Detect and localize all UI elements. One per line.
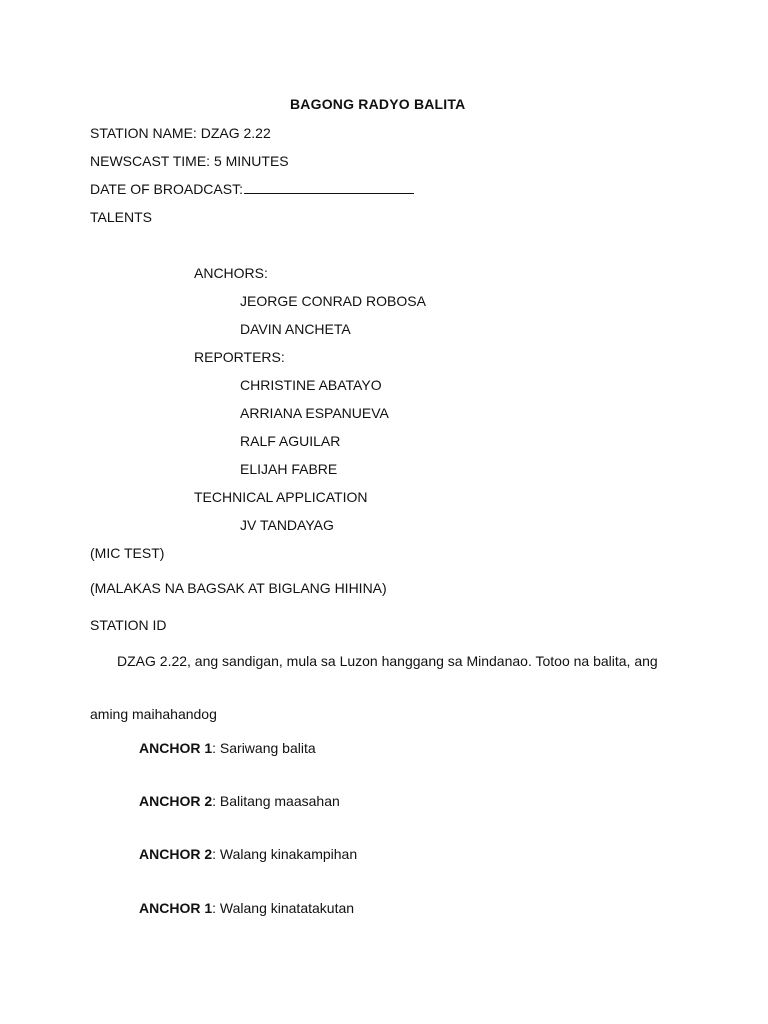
station-id-text-continued: aming maihahandog (90, 706, 217, 722)
station-name: STATION NAME: DZAG 2.22 (90, 125, 271, 141)
reporters-label: REPORTERS: (194, 349, 285, 365)
speaker-label: ANCHOR 2 (139, 846, 213, 862)
newscast-time: NEWSCAST TIME: 5 MINUTES (90, 153, 289, 169)
dialogue-line (139, 740, 316, 756)
reporter-name: ELIJAH FABRE (240, 461, 338, 477)
station-id-text: DZAG 2.22, ang sandigan, mula sa Luzon hanggang sa Mindanao. Totoo na balita, ang (117, 653, 658, 669)
date-of-broadcast-label: DATE OF BROADCAST: (90, 181, 243, 197)
date-of-broadcast (90, 181, 414, 197)
anchor-name: DAVIN ANCHETA (240, 321, 351, 337)
technical-name: JV TANDAYAG (240, 517, 334, 533)
dialogue-text: : Walang kinatatakutan (212, 900, 355, 916)
station-id-label: STATION ID (90, 617, 167, 633)
dialogue-line (139, 846, 357, 862)
sound-cue: (MALAKAS NA BAGSAK AT BIGLANG HIHINA) (90, 580, 387, 596)
speaker-label: ANCHOR 2 (139, 793, 213, 809)
mic-test: (MIC TEST) (90, 545, 165, 561)
anchor-name: JEORGE CONRAD ROBOSA (240, 293, 426, 309)
dialogue-text: : Balitang maasahan (212, 793, 340, 809)
dialogue-text: : Sariwang balita (212, 740, 316, 756)
technical-label: TECHNICAL APPLICATION (194, 489, 368, 505)
document-title: BAGONG RADYO BALITA (290, 96, 466, 112)
reporter-name: CHRISTINE ABATAYO (240, 377, 382, 393)
reporter-name: RALF AGUILAR (240, 433, 341, 449)
anchors-label: ANCHORS: (194, 265, 268, 281)
date-blank-line (244, 181, 414, 194)
speaker-label: ANCHOR 1 (139, 900, 213, 916)
speaker-label: ANCHOR 1 (139, 740, 213, 756)
dialogue-line (139, 900, 354, 916)
reporter-name: ARRIANA ESPANUEVA (240, 405, 389, 421)
dialogue-text: : Walang kinakampihan (212, 846, 358, 862)
dialogue-line (139, 793, 340, 809)
talents-label: TALENTS (90, 209, 152, 225)
